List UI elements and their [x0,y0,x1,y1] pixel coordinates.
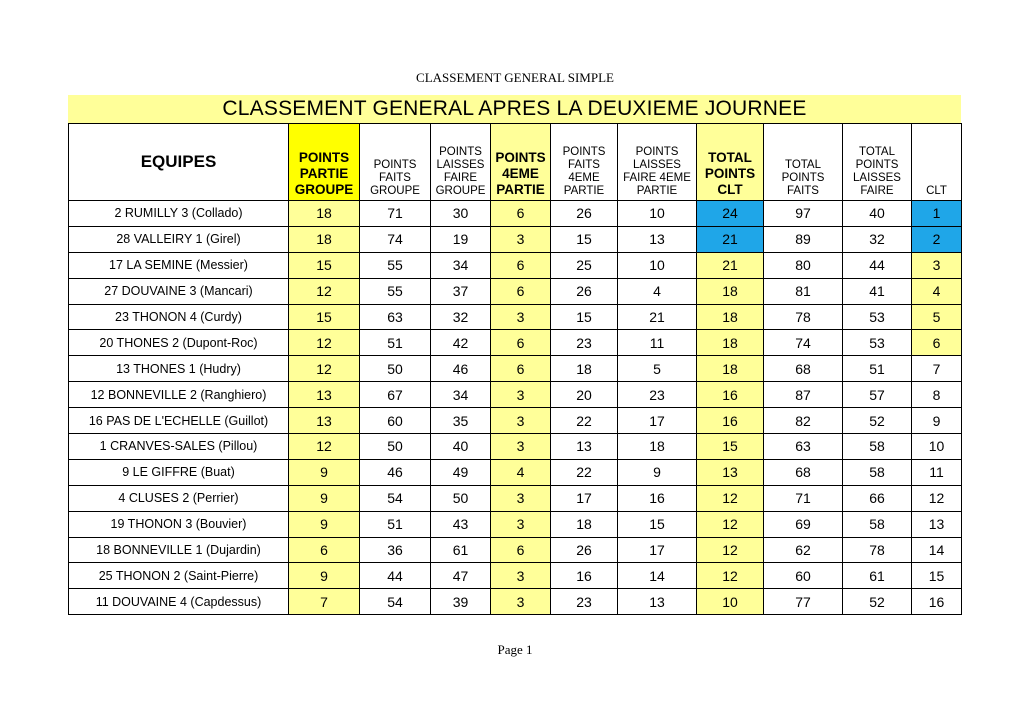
table-row [69,304,962,330]
cell-laisses-4eme: 13 [618,226,697,252]
cell-laisses-4eme: 13 [618,589,697,615]
table-row [69,485,962,511]
column-header-laisses-groupe [431,124,491,201]
cell-clt: 13 [912,511,962,537]
cell-faits-4eme: 18 [551,356,618,382]
cell-pts-4eme: 6 [491,252,551,278]
cell-total-clt: 12 [697,511,764,537]
cell-laisses-4eme: 15 [618,511,697,537]
column-header-line: POINTS [781,172,825,184]
cell-pts-groupe: 13 [289,382,360,408]
cell-pts-groupe: 9 [289,485,360,511]
cell-clt: 11 [912,459,962,485]
cell-faits-groupe: 44 [360,563,431,589]
cell-team: 11 DOUVAINE 4 (Capdessus) [69,589,289,615]
page-footer: Page 1 [497,642,533,657]
column-header-total-faits [764,124,843,201]
cell-laisses-4eme: 11 [618,330,697,356]
cell-pts-4eme: 6 [491,330,551,356]
cell-total-laisses: 58 [843,434,912,460]
cell-laisses-4eme: 10 [618,252,697,278]
cell-total-clt: 18 [697,330,764,356]
cell-clt: 4 [912,278,962,304]
cell-total-faits: 82 [764,408,843,434]
column-header-line: POINTS [635,146,679,158]
cell-total-faits: 62 [764,537,843,563]
column-header-line: 4EME [568,172,600,184]
column-header-pts-groupe [289,124,360,201]
cell-total-clt: 12 [697,563,764,589]
column-header-line: PARTIE [636,185,678,197]
cell-pts-groupe: 7 [289,589,360,615]
cell-faits-groupe: 51 [360,330,431,356]
cell-clt: 8 [912,382,962,408]
cell-faits-4eme: 16 [551,563,618,589]
cell-total-clt: 12 [697,485,764,511]
cell-laisses-groupe: 30 [431,201,491,227]
cell-pts-4eme: 6 [491,537,551,563]
cell-faits-4eme: 26 [551,537,618,563]
cell-laisses-groupe: 34 [431,382,491,408]
column-header-line: POINTS [298,150,350,165]
cell-pts-groupe: 18 [289,201,360,227]
cell-pts-4eme: 3 [491,408,551,434]
cell-pts-groupe: 6 [289,537,360,563]
cell-pts-groupe: 9 [289,563,360,589]
cell-team: 9 LE GIFFRE (Buat) [69,459,289,485]
cell-clt: 7 [912,356,962,382]
cell-total-faits: 60 [764,563,843,589]
cell-faits-groupe: 46 [360,459,431,485]
cell-total-laisses: 58 [843,511,912,537]
cell-total-faits: 71 [764,485,843,511]
cell-clt: 14 [912,537,962,563]
column-header-line: LAISSES [853,172,901,184]
column-header-total-clt [697,124,764,201]
table-row [69,278,962,304]
cell-total-clt: 15 [697,434,764,460]
cell-laisses-4eme: 10 [618,201,697,227]
cell-faits-4eme: 26 [551,278,618,304]
cell-total-laisses: 52 [843,408,912,434]
table-row [69,330,962,356]
column-header-line: LAISSES [633,159,681,171]
cell-total-laisses: 32 [843,226,912,252]
cell-laisses-4eme: 23 [618,382,697,408]
cell-laisses-4eme: 14 [618,563,697,589]
cell-team: 17 LA SEMINE (Messier) [69,252,289,278]
cell-faits-groupe: 54 [360,589,431,615]
cell-total-faits: 89 [764,226,843,252]
cell-faits-4eme: 25 [551,252,618,278]
cell-total-clt: 16 [697,408,764,434]
table-row [69,563,962,589]
standings-table [68,123,962,615]
cell-total-faits: 69 [764,511,843,537]
table-title: CLASSEMENT GENERAL APRES LA DEUXIEME JOURNEE [68,95,961,123]
cell-faits-4eme: 23 [551,589,618,615]
cell-total-laisses: 52 [843,589,912,615]
cell-faits-4eme: 18 [551,511,618,537]
cell-clt: 6 [912,330,962,356]
cell-pts-4eme: 3 [491,382,551,408]
cell-laisses-groupe: 35 [431,408,491,434]
cell-total-clt: 12 [697,537,764,563]
column-header-line: FAITS [787,185,819,197]
cell-total-faits: 68 [764,459,843,485]
table-row [69,511,962,537]
cell-total-laisses: 78 [843,537,912,563]
cell-pts-4eme: 6 [491,278,551,304]
cell-clt: 15 [912,563,962,589]
cell-total-faits: 63 [764,434,843,460]
cell-faits-groupe: 60 [360,408,431,434]
column-header-line: POINTS [855,159,899,171]
column-header-clt [912,124,962,201]
cell-total-laisses: 53 [843,304,912,330]
cell-laisses-groupe: 37 [431,278,491,304]
column-header-line: POINTS [439,146,482,158]
cell-team: 4 CLUSES 2 (Perrier) [69,485,289,511]
cell-total-laisses: 51 [843,356,912,382]
cell-total-faits: 77 [764,589,843,615]
cell-clt: 16 [912,589,962,615]
cell-faits-groupe: 55 [360,252,431,278]
cell-total-laisses: 44 [843,252,912,278]
cell-pts-4eme: 3 [491,511,551,537]
column-header-line: FAIRE [860,185,894,197]
cell-team: 16 PAS DE L'ECHELLE (Guillot) [69,408,289,434]
table-row [69,382,962,408]
cell-total-laisses: 66 [843,485,912,511]
cell-laisses-4eme: 18 [618,434,697,460]
cell-team: 23 THONON 4 (Curdy) [69,304,289,330]
cell-team: 25 THONON 2 (Saint-Pierre) [69,563,289,589]
cell-pts-groupe: 15 [289,252,360,278]
cell-faits-4eme: 17 [551,485,618,511]
cell-total-laisses: 58 [843,459,912,485]
cell-faits-groupe: 67 [360,382,431,408]
cell-faits-groupe: 51 [360,511,431,537]
cell-pts-4eme: 3 [491,434,551,460]
cell-laisses-groupe: 61 [431,537,491,563]
cell-faits-groupe: 50 [360,356,431,382]
column-header-line: POINTS [704,166,756,181]
cell-clt: 1 [912,201,962,227]
column-header-total-laisses [843,124,912,201]
column-header-line: CLT [717,182,743,197]
cell-pts-4eme: 3 [491,563,551,589]
column-header-laisses-4eme [618,124,697,201]
column-header-pts-4eme [491,124,551,201]
cell-laisses-groupe: 50 [431,485,491,511]
column-header-faits-4eme [551,124,618,201]
cell-team: 2 RUMILLY 3 (Collado) [69,201,289,227]
column-header-line: LAISSES [436,159,485,171]
cell-team: 18 BONNEVILLE 1 (Dujardin) [69,537,289,563]
cell-total-clt: 18 [697,356,764,382]
table-header-row [69,124,962,201]
cell-pts-groupe: 9 [289,511,360,537]
cell-pts-groupe: 12 [289,278,360,304]
cell-pts-4eme: 3 [491,485,551,511]
cell-total-faits: 78 [764,304,843,330]
cell-faits-4eme: 22 [551,408,618,434]
cell-faits-4eme: 26 [551,201,618,227]
cell-pts-4eme: 3 [491,589,551,615]
cell-faits-groupe: 54 [360,485,431,511]
column-header-line: CLT [926,185,947,197]
column-header-line: POINTS [562,146,606,158]
cell-pts-groupe: 12 [289,356,360,382]
table-row [69,356,962,382]
table-row [69,226,962,252]
column-header-line: TOTAL [859,146,895,158]
cell-pts-4eme: 6 [491,356,551,382]
cell-faits-4eme: 23 [551,330,618,356]
cell-team: 19 THONON 3 (Bouvier) [69,511,289,537]
cell-total-faits: 81 [764,278,843,304]
cell-clt: 5 [912,304,962,330]
column-header-line: GROUPE [294,182,354,197]
cell-team: 12 BONNEVILLE 2 (Ranghiero) [69,382,289,408]
column-header-line: PARTIE [299,166,349,181]
column-header-line: 4EME [502,166,539,181]
cell-total-laisses: 61 [843,563,912,589]
table-row [69,459,962,485]
column-header-line: POINTS [373,159,417,171]
column-header-line: FAIRE [443,172,478,184]
cell-team: 1 CRANVES-SALES (Pillou) [69,434,289,460]
cell-laisses-groupe: 39 [431,589,491,615]
cell-team: 28 VALLEIRY 1 (Girel) [69,226,289,252]
cell-total-clt: 21 [697,226,764,252]
cell-total-laisses: 40 [843,201,912,227]
cell-total-clt: 18 [697,304,764,330]
cell-faits-groupe: 55 [360,278,431,304]
cell-total-faits: 97 [764,201,843,227]
cell-total-clt: 16 [697,382,764,408]
table-row [69,589,962,615]
column-header-line: GROUPE [370,185,420,197]
cell-laisses-groupe: 32 [431,304,491,330]
column-header-line: POINTS [495,150,546,165]
cell-faits-4eme: 15 [551,226,618,252]
cell-laisses-4eme: 5 [618,356,697,382]
cell-total-faits: 80 [764,252,843,278]
cell-faits-4eme: 22 [551,459,618,485]
cell-laisses-groupe: 19 [431,226,491,252]
cell-laisses-groupe: 34 [431,252,491,278]
column-header-faits-groupe [360,124,431,201]
cell-total-laisses: 57 [843,382,912,408]
cell-clt: 12 [912,485,962,511]
cell-faits-groupe: 50 [360,434,431,460]
cell-faits-groupe: 63 [360,304,431,330]
table-body [69,201,962,615]
cell-total-clt: 10 [697,589,764,615]
cell-laisses-groupe: 47 [431,563,491,589]
page-header: CLASSEMENT GENERAL SIMPLE [416,70,614,85]
cell-total-faits: 74 [764,330,843,356]
column-header-line: TOTAL [785,159,821,171]
table-row [69,201,962,227]
cell-laisses-groupe: 43 [431,511,491,537]
cell-pts-4eme: 3 [491,226,551,252]
cell-laisses-4eme: 9 [618,459,697,485]
cell-clt: 10 [912,434,962,460]
table-row [69,537,962,563]
cell-pts-4eme: 6 [491,201,551,227]
column-header-line: FAIRE 4EME [623,172,691,184]
cell-laisses-4eme: 16 [618,485,697,511]
cell-pts-groupe: 12 [289,434,360,460]
column-header-line: PARTIE [496,182,545,197]
cell-total-laisses: 53 [843,330,912,356]
cell-laisses-groupe: 49 [431,459,491,485]
cell-laisses-groupe: 46 [431,356,491,382]
cell-laisses-4eme: 17 [618,408,697,434]
cell-pts-groupe: 18 [289,226,360,252]
cell-team: 27 DOUVAINE 3 (Mancari) [69,278,289,304]
cell-total-clt: 21 [697,252,764,278]
cell-pts-groupe: 9 [289,459,360,485]
table-row [69,408,962,434]
table-row [69,434,962,460]
cell-clt: 3 [912,252,962,278]
cell-faits-groupe: 74 [360,226,431,252]
column-header-line: TOTAL [708,150,752,165]
cell-total-clt: 13 [697,459,764,485]
cell-total-faits: 87 [764,382,843,408]
column-header-team [69,124,289,201]
cell-faits-4eme: 15 [551,304,618,330]
cell-total-laisses: 41 [843,278,912,304]
cell-faits-4eme: 13 [551,434,618,460]
column-header-line: FAITS [568,159,600,171]
cell-pts-groupe: 13 [289,408,360,434]
cell-laisses-groupe: 42 [431,330,491,356]
cell-pts-4eme: 4 [491,459,551,485]
cell-laisses-4eme: 4 [618,278,697,304]
cell-total-clt: 18 [697,278,764,304]
column-header-line: PARTIE [563,185,605,197]
cell-total-faits: 68 [764,356,843,382]
cell-faits-4eme: 20 [551,382,618,408]
cell-laisses-groupe: 40 [431,434,491,460]
cell-clt: 9 [912,408,962,434]
cell-pts-groupe: 15 [289,304,360,330]
cell-team: 13 THONES 1 (Hudry) [69,356,289,382]
cell-faits-groupe: 71 [360,201,431,227]
cell-laisses-4eme: 21 [618,304,697,330]
cell-clt: 2 [912,226,962,252]
cell-total-clt: 24 [697,201,764,227]
column-header-line: EQUIPES [140,151,217,171]
cell-pts-4eme: 3 [491,304,551,330]
cell-team: 20 THONES 2 (Dupont-Roc) [69,330,289,356]
table-row [69,252,962,278]
cell-faits-groupe: 36 [360,537,431,563]
cell-laisses-4eme: 17 [618,537,697,563]
cell-pts-groupe: 12 [289,330,360,356]
column-header-line: FAITS [379,172,411,184]
column-header-line: GROUPE [435,185,486,197]
